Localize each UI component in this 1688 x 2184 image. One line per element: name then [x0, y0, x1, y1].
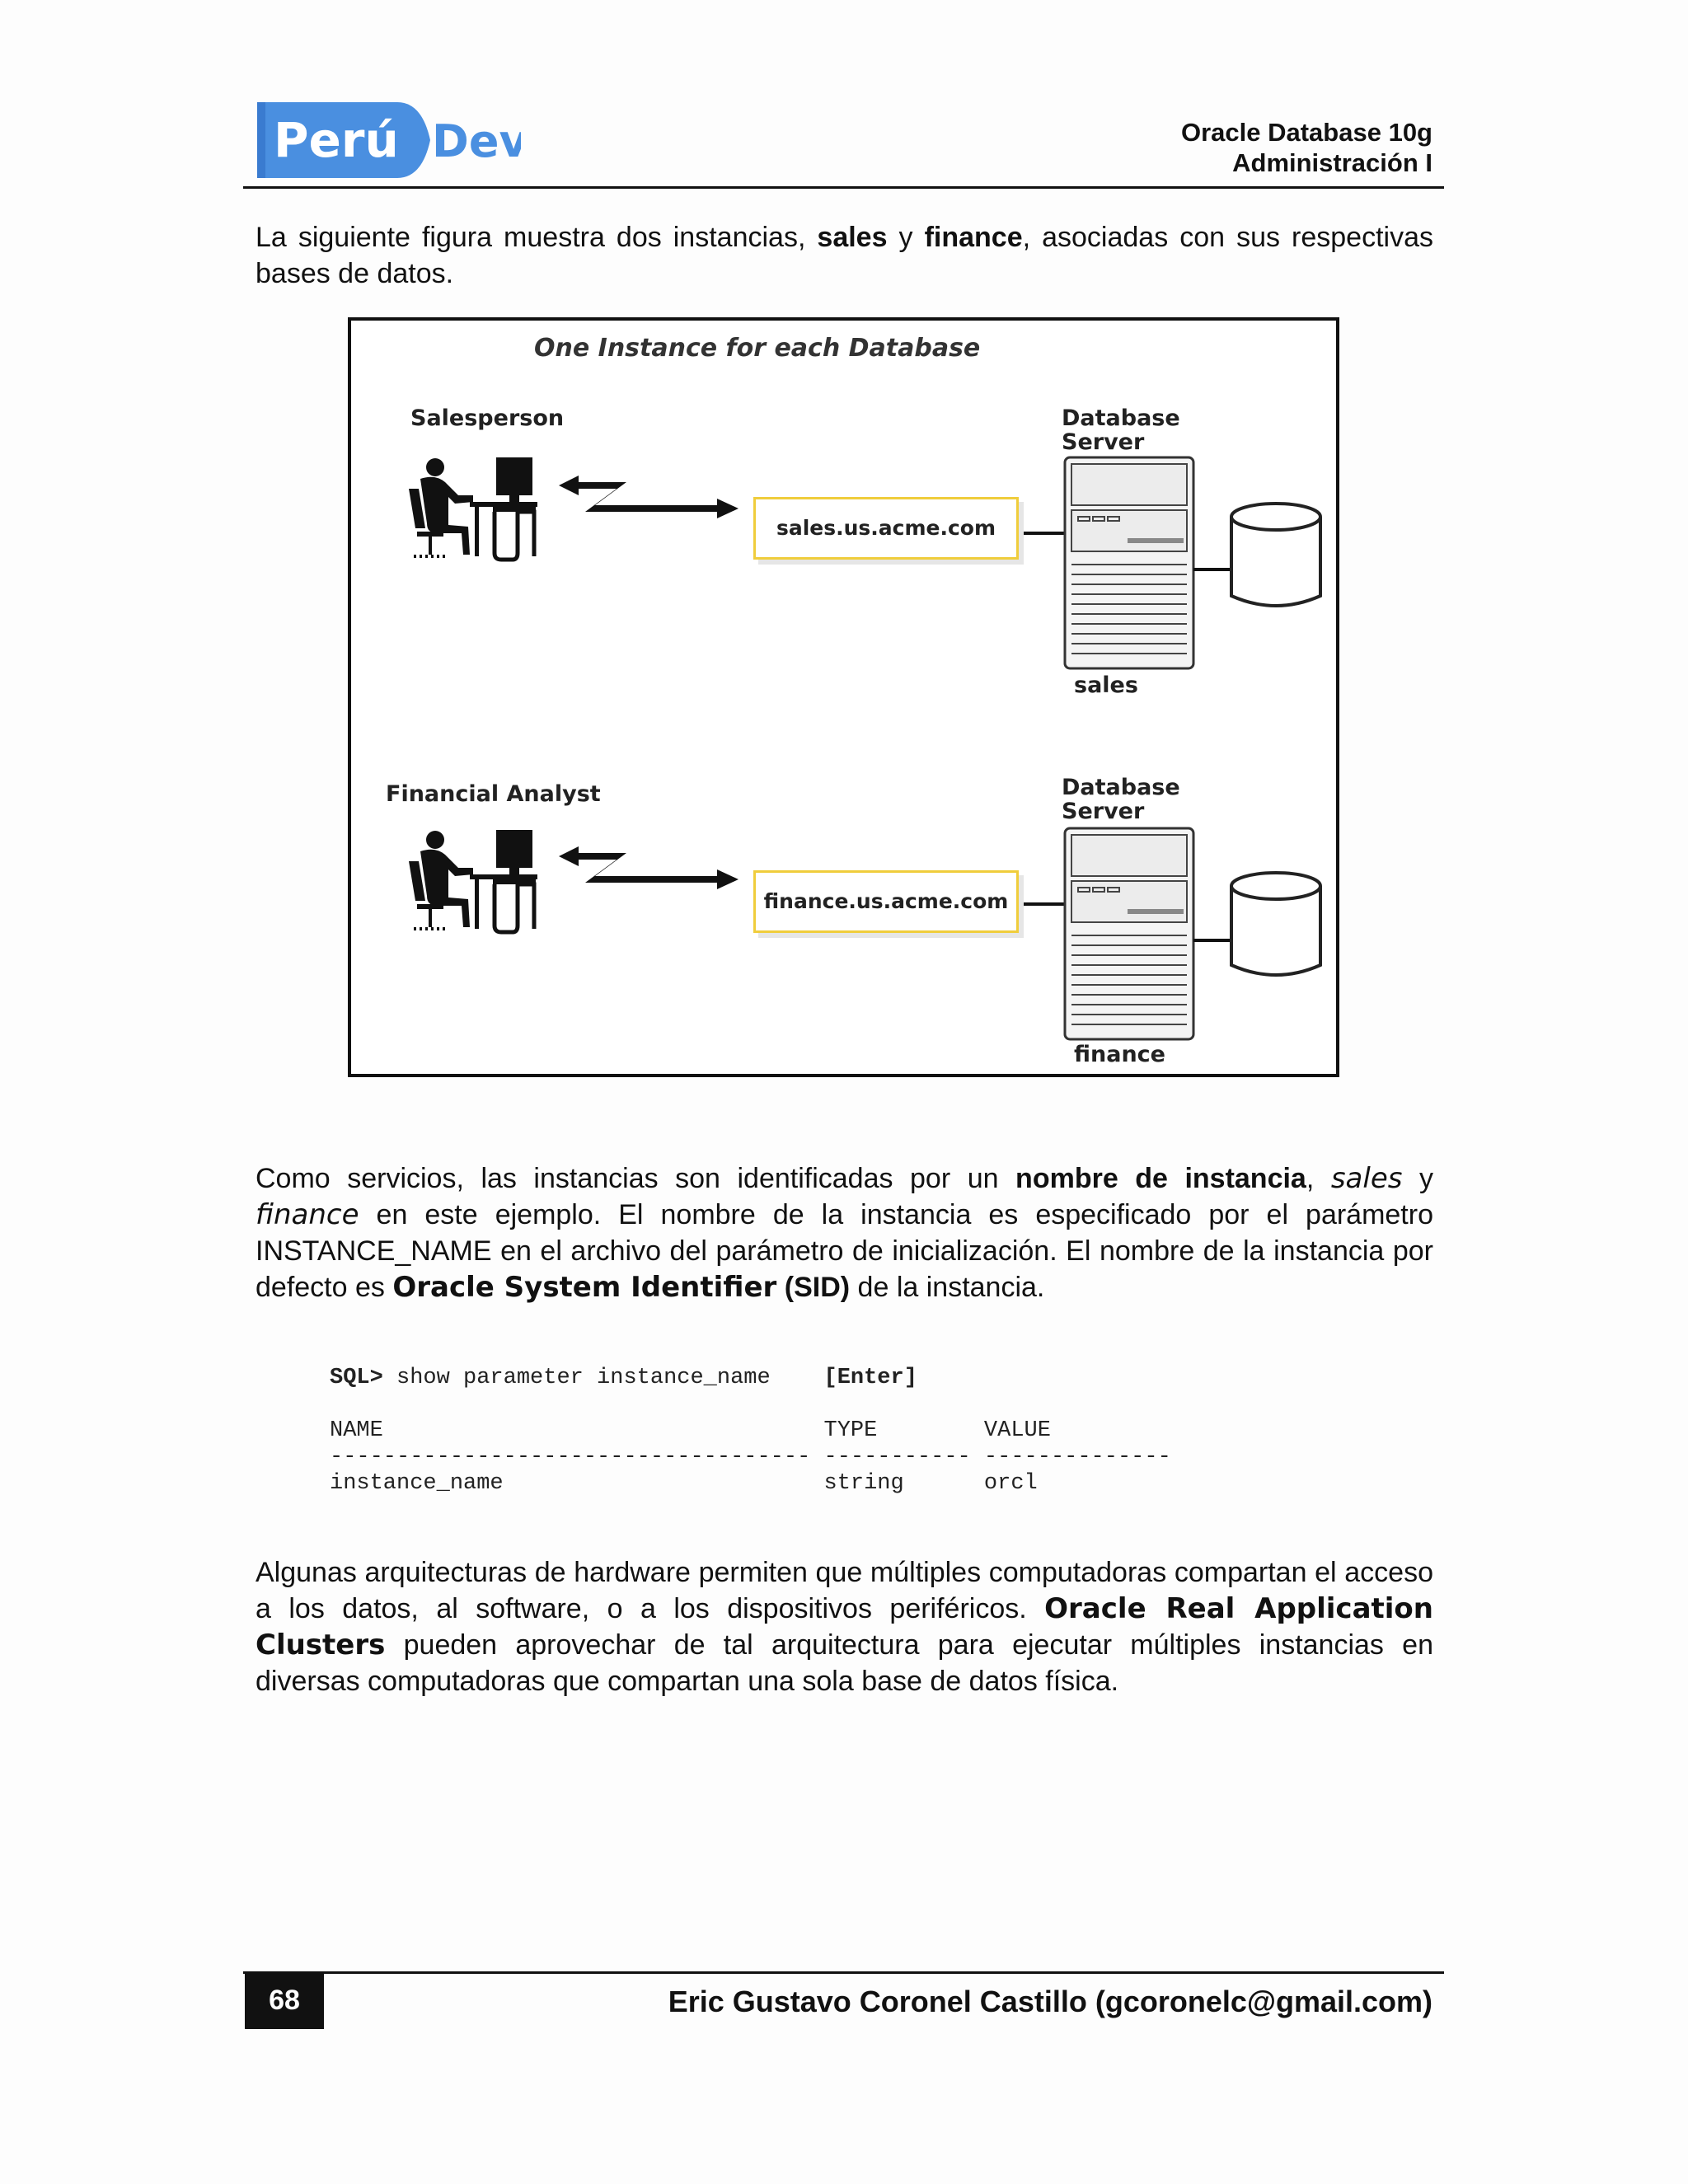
finance-server-label: Database Server [1062, 775, 1180, 824]
sales-network-arrow-icon [557, 467, 738, 518]
title-line-1: Oracle Database 10g [1180, 118, 1432, 147]
finance-instance-label: finance [1074, 1042, 1165, 1067]
footer-author: Eric Gustavo Coronel Castillo (gcoronelc@gmail.com) [668, 1985, 1432, 2018]
sales-instance-label: sales [1074, 673, 1138, 698]
logo-text-dev: Dev [432, 115, 521, 167]
rac-paragraph: Algunas arquitecturas de hardware permiten que múltiples computadoras compartan el acceso a los datos, al software, o a los dispositivos periféricos. Oracle Real Application Clusters pueden aprovechar de tal arquitectura para ejecutar múltiples instancias en diversas computadoras que compartan una sola base de datos física. [256, 1557, 1433, 1697]
sql-result-header: NAME TYPE VALUE [330, 1418, 1051, 1443]
financial-analyst-user-icon [409, 830, 537, 932]
sales-server-label: Database Server [1062, 405, 1180, 455]
instance-database-figure [348, 317, 1339, 1077]
instance-name-paragraph: Como servicios, las instancias son identificadas por un nombre de instancia, sales y finance en este ejemplo. El nombre de la instancia es especificado por el parámetro INSTANCE_NAME en el archivo del parámetro de inicialización. El nombre de la instancia por defecto es Oracle System Identifier (SID) de la instancia. [256, 1162, 1433, 1304]
logo-text-peru: Perú [274, 112, 399, 168]
figure-graphics [351, 321, 1336, 1074]
sales-database-disk-icon [1231, 504, 1320, 606]
salesperson-user-icon [409, 457, 537, 560]
finance-network-arrow-icon [557, 838, 738, 889]
document-title [1181, 117, 1432, 178]
footer-rule [243, 1971, 1444, 1974]
finance-database-server-icon [1065, 828, 1193, 1039]
salesperson-label: Salesperson [410, 405, 565, 431]
finance-database-disk-icon [1231, 873, 1320, 975]
sql-result-separator: ------------------------------------ ----------- -------------- [330, 1445, 1171, 1469]
title-line-2: Administración I [1232, 148, 1432, 177]
financial-analyst-label: Financial Analyst [386, 781, 601, 807]
finance-service-name: finance.us.acme.com [753, 870, 1019, 933]
intro-paragraph: La siguiente figura muestra dos instancias, sales y finance, asociadas con sus respectivas bases de datos. [256, 222, 1433, 289]
sales-database-server-icon [1065, 457, 1193, 668]
figure-title: One Instance for each Database [534, 334, 981, 363]
sql-result-row: instance_name string orcl [330, 1471, 1038, 1496]
sales-service-name: sales.us.acme.com [753, 497, 1019, 560]
page-number: 68 [245, 1971, 324, 2029]
header-rule [243, 186, 1444, 189]
sql-command-line: SQL> show parameter instance_name [Enter] [330, 1366, 917, 1390]
peru-dev-logo [257, 102, 521, 178]
